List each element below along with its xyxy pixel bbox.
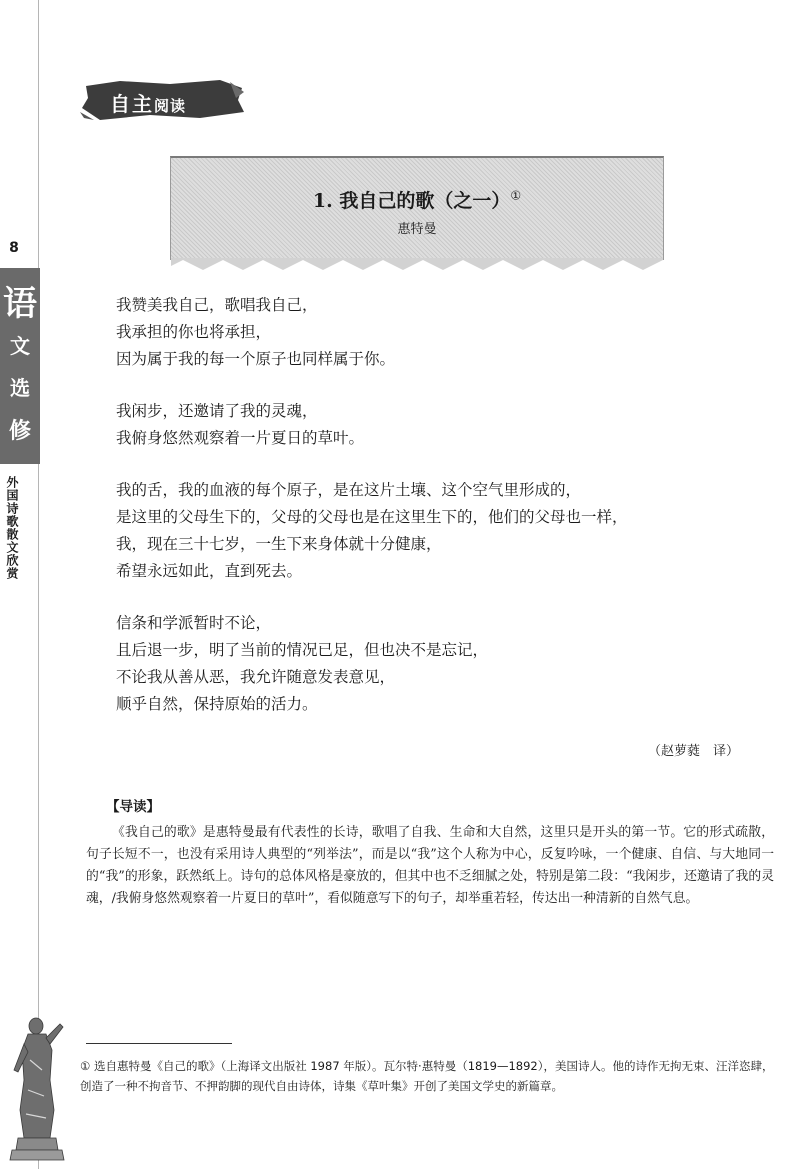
stanza	[116, 477, 716, 585]
poem-line: 是这里的父母生下的，父母的父母也是在这里生下的，他们的父母也一样，	[116, 508, 628, 526]
statue-icon	[6, 1010, 68, 1162]
poem-line: 不论我从善从恶，我允许随意发表意见，	[116, 668, 396, 686]
poem-line: 因为属于我的每一个原子也同样属于你。	[116, 350, 396, 368]
stanza	[116, 292, 716, 373]
title-footnote-marker: ①	[510, 188, 522, 203]
footnote-rule	[86, 1043, 232, 1044]
band-char-4: 修	[8, 418, 31, 444]
poem-line: 我的舌，我的血液的每个原子，是在这片土壤、这个空气里形成的，	[116, 481, 582, 499]
section-label	[110, 88, 186, 117]
translator-credit: （赵萝蕤 译）	[648, 744, 740, 759]
band-char-1: 语	[3, 284, 37, 324]
guide-heading: 【导读】	[106, 799, 160, 815]
poem-body	[116, 292, 716, 743]
poem-line: 顺乎自然，保持原始的活力。	[116, 695, 318, 713]
band-char-2: 文	[10, 334, 30, 358]
section-banner	[80, 78, 245, 122]
poem-line: 希望永远如此，直到死去。	[116, 562, 303, 580]
poem-author: 惠特曼	[397, 222, 437, 237]
stanza	[116, 398, 716, 452]
left-margin-rule	[38, 0, 39, 1169]
band-char-3: 选	[10, 376, 30, 400]
poem-title-text: 1. 我自己的歌（之一）	[312, 190, 511, 212]
book-title-vertical: 外国诗歌散文欣赏	[5, 476, 19, 580]
zigzag-edge	[171, 258, 663, 272]
stanza	[116, 610, 716, 718]
side-band	[0, 268, 40, 464]
title-box	[170, 156, 664, 260]
section-label-a: 自主	[110, 92, 154, 116]
poem-line: 我赞美我自己，歌唱我自己，	[116, 296, 318, 314]
footnote-text: ① 选自惠特曼《自己的歌》（上海译文出版社 1987 年版）。瓦尔特·惠特曼（1819—1892），美国诗人。他的诗作无拘无束、汪洋恣肆，创造了一种不拘音节、不押韵脚的现代自由诗体，诗集《草叶集》开创了美国文学史的新篇章。	[80, 1059, 774, 1093]
poem-line: 我俯身悠然观察着一片夏日的草叶。	[116, 429, 365, 447]
poem-line: 我，现在三十七岁，一生下来身体就十分健康，	[116, 535, 442, 553]
poem-line: 信条和学派暂时不论，	[116, 614, 272, 632]
poem-line: 我承担的你也将承担，	[116, 323, 272, 341]
poem-line: 且后退一步，明了当前的情况已足，但也决不是忘记，	[116, 641, 489, 659]
section-label-b: 阅读	[154, 97, 187, 115]
poem-title	[171, 186, 663, 213]
guide-body: 《我自己的歌》是惠特曼最有代表性的长诗，歌唱了自我、生命和大自然，这里只是开头的第一节。它的形式疏散，句子长短不一，也没有采用诗人典型的“列举法”，而是以“我”这个人称为中心，反复吟咏，一个健康、自信、与大地同一的“我”的形象，跃然纸上。诗句的总体风格是豪放的，但其中也不乏细腻之处，特别是第二段：“我闲步，还邀请了我的灵魂，/我俯身悠然观察着一片夏日的草叶”，看似随意写下的句子，却举重若轻，传达出一种清新的自然气息。	[86, 825, 774, 906]
poem-line: 我闲步，还邀请了我的灵魂，	[116, 402, 318, 420]
page-number: 8	[9, 240, 19, 256]
